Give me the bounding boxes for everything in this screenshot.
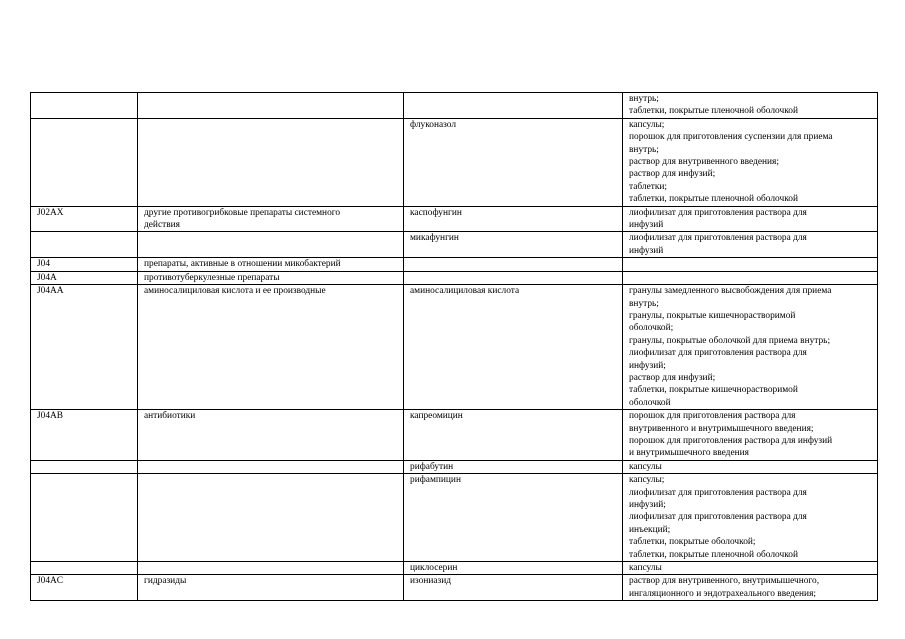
group-line: аминосалициловая кислота и ее производные <box>144 286 326 297</box>
drug-name-cell <box>404 118 623 206</box>
table-row <box>31 93 878 119</box>
dosage-form-line: гранулы замедленного высвобождения для приема <box>629 286 832 297</box>
drug-name: циклосерин <box>410 563 458 574</box>
atc-code-cell <box>31 575 138 601</box>
dosage-form-line: раствор для внутривенного, внутримышечного, <box>629 576 820 587</box>
atc-code-cell <box>31 232 138 258</box>
drug-name: рифампицин <box>410 475 461 486</box>
atc-code: J04A <box>37 272 57 283</box>
anatomical-group-cell <box>138 562 404 575</box>
dosage-forms-cell <box>623 562 878 575</box>
dosage-form-line: капсулы; <box>629 119 665 130</box>
dosage-forms-cell <box>623 271 878 284</box>
atc-code-cell <box>31 118 138 206</box>
dosage-forms-cell <box>623 575 878 601</box>
dosage-form-line: внутрь; <box>629 144 659 155</box>
dosage-form-line: лиофилизат для приготовления раствора для <box>629 512 807 523</box>
drug-name: микафунгин <box>410 233 459 244</box>
table-row <box>31 206 878 232</box>
table-row <box>31 258 878 271</box>
dosage-forms-cell <box>623 93 878 119</box>
anatomical-group-cell <box>138 93 404 119</box>
dosage-form-line: раствор для внутривенного введения; <box>629 157 779 168</box>
dosage-forms-cell <box>623 206 878 232</box>
drug-name-cell <box>404 271 623 284</box>
drug-name: каспофунгин <box>410 207 462 218</box>
dosage-forms-cell <box>623 285 878 410</box>
dosage-form-line: таблетки; <box>629 181 668 192</box>
dosage-form-line: внутривенного и внутримышечного введения; <box>629 423 814 434</box>
drug-name: аминосалициловая кислота <box>410 286 520 297</box>
atc-code-cell <box>31 206 138 232</box>
drug-name-cell <box>404 285 623 410</box>
group-line: гидразиды <box>144 576 187 587</box>
dosage-form-line: порошок для приготовления суспензии для приема <box>629 132 833 143</box>
drug-name-cell <box>404 575 623 601</box>
drug-name-cell <box>404 410 623 461</box>
atc-code-cell <box>31 410 138 461</box>
anatomical-group-cell <box>138 232 404 258</box>
dosage-form-line: внутрь; <box>629 298 659 309</box>
drug-name: рифабутин <box>410 461 454 472</box>
dosage-form-line: инфузий; <box>629 500 666 510</box>
dosage-form-line: гранулы, покрытые кишечнорастворимой <box>629 310 796 321</box>
group-line: антибиотики <box>144 411 196 422</box>
dosage-form-line: таблетки, покрытые пленочной оболочкой <box>629 106 798 117</box>
dosage-form-line: оболочкой; <box>629 323 674 334</box>
dosage-form-line: оболочкой <box>629 397 671 408</box>
atc-code-cell <box>31 271 138 284</box>
atc-code: J04AB <box>37 411 64 422</box>
atc-code: J04AA <box>37 286 64 297</box>
anatomical-group-cell <box>138 575 404 601</box>
table-row <box>31 575 878 601</box>
atc-code-cell <box>31 285 138 410</box>
dosage-form-line: внутрь; <box>629 94 659 104</box>
dosage-form-line: инфузий <box>629 220 664 231</box>
dosage-form-line: порошок для приготовления раствора для <box>629 411 796 422</box>
drug-name-cell <box>404 562 623 575</box>
drug-name-cell <box>404 206 623 232</box>
drug-name-cell <box>404 460 623 473</box>
group-line: другие противогрибковые препараты системного <box>144 207 341 218</box>
dosage-form-line: лиофилизат для приготовления раствора для <box>629 233 807 244</box>
dosage-form-line: лиофилизат для приготовления раствора для <box>629 348 807 359</box>
table-row <box>31 562 878 575</box>
dosage-form-line: капсулы; <box>629 475 665 486</box>
drug-name-cell <box>404 93 623 119</box>
dosage-form-line: раствор для инфузий; <box>629 372 716 383</box>
anatomical-group-cell <box>138 474 404 562</box>
dosage-form-line: капсулы <box>629 461 662 472</box>
dosage-form-line: раствор для инфузий; <box>629 169 716 180</box>
atc-code-cell <box>31 93 138 119</box>
dosage-form-line: таблетки, покрытые пленочной оболочкой <box>629 194 798 205</box>
table-row <box>31 118 878 206</box>
group-line: действия <box>144 220 180 231</box>
anatomical-group-cell <box>138 410 404 461</box>
dosage-form-line: и внутримышечного введения <box>629 448 749 459</box>
table-row <box>31 474 878 562</box>
group-line: препараты, активные в отношении микобактерий <box>144 259 341 270</box>
drug-name: флуконазол <box>410 119 457 130</box>
table-row <box>31 232 878 258</box>
anatomical-group-cell <box>138 285 404 410</box>
drug-name-cell <box>404 258 623 271</box>
atc-code-cell <box>31 258 138 271</box>
table-row <box>31 460 878 473</box>
dosage-form-line: гранулы, покрытые оболочкой для приема внутрь; <box>629 335 831 346</box>
atc-code: J04AC <box>37 576 64 587</box>
table-row <box>31 271 878 284</box>
drug-name-cell <box>404 232 623 258</box>
dosage-form-line: таблетки, покрытые пленочной оболочкой <box>629 549 798 560</box>
dosage-forms-cell <box>623 460 878 473</box>
anatomical-group-cell <box>138 258 404 271</box>
dosage-forms-cell <box>623 258 878 271</box>
atc-code: J04 <box>37 259 51 270</box>
atc-code-cell <box>31 474 138 562</box>
drug-name-cell <box>404 474 623 562</box>
dosage-forms-cell <box>623 410 878 461</box>
drug-name: изониазид <box>410 576 452 587</box>
table-row <box>31 410 878 461</box>
atc-code: J02AX <box>37 207 64 218</box>
dosage-form-line: инфузий <box>629 245 664 256</box>
dosage-form-line: лиофилизат для приготовления раствора для <box>629 487 807 498</box>
dosage-form-line: порошок для приготовления раствора для инфузий <box>629 435 833 446</box>
dosage-form-line: капсулы <box>629 563 662 574</box>
dosage-form-line: ингаляционного и эндотрахеального введения; <box>629 588 816 599</box>
drug-name: капреомицин <box>410 411 463 422</box>
dosage-form-line: инфузий; <box>629 360 666 371</box>
drug-table <box>30 92 878 601</box>
table-row <box>31 285 878 410</box>
atc-code-cell <box>31 562 138 575</box>
dosage-form-line: лиофилизат для приготовления раствора для <box>629 207 807 218</box>
dosage-forms-cell <box>623 474 878 562</box>
atc-code-cell <box>31 460 138 473</box>
anatomical-group-cell <box>138 271 404 284</box>
anatomical-group-cell <box>138 118 404 206</box>
dosage-forms-cell <box>623 118 878 206</box>
anatomical-group-cell <box>138 206 404 232</box>
group-line: противотуберкулезные препараты <box>144 272 280 283</box>
table-body <box>31 93 878 601</box>
anatomical-group-cell <box>138 460 404 473</box>
dosage-form-line: таблетки, покрытые кишечнорастворимой <box>629 385 798 396</box>
dosage-form-line: таблетки, покрытые оболочкой; <box>629 537 756 548</box>
dosage-forms-cell <box>623 232 878 258</box>
dosage-form-line: инъекций; <box>629 524 671 535</box>
